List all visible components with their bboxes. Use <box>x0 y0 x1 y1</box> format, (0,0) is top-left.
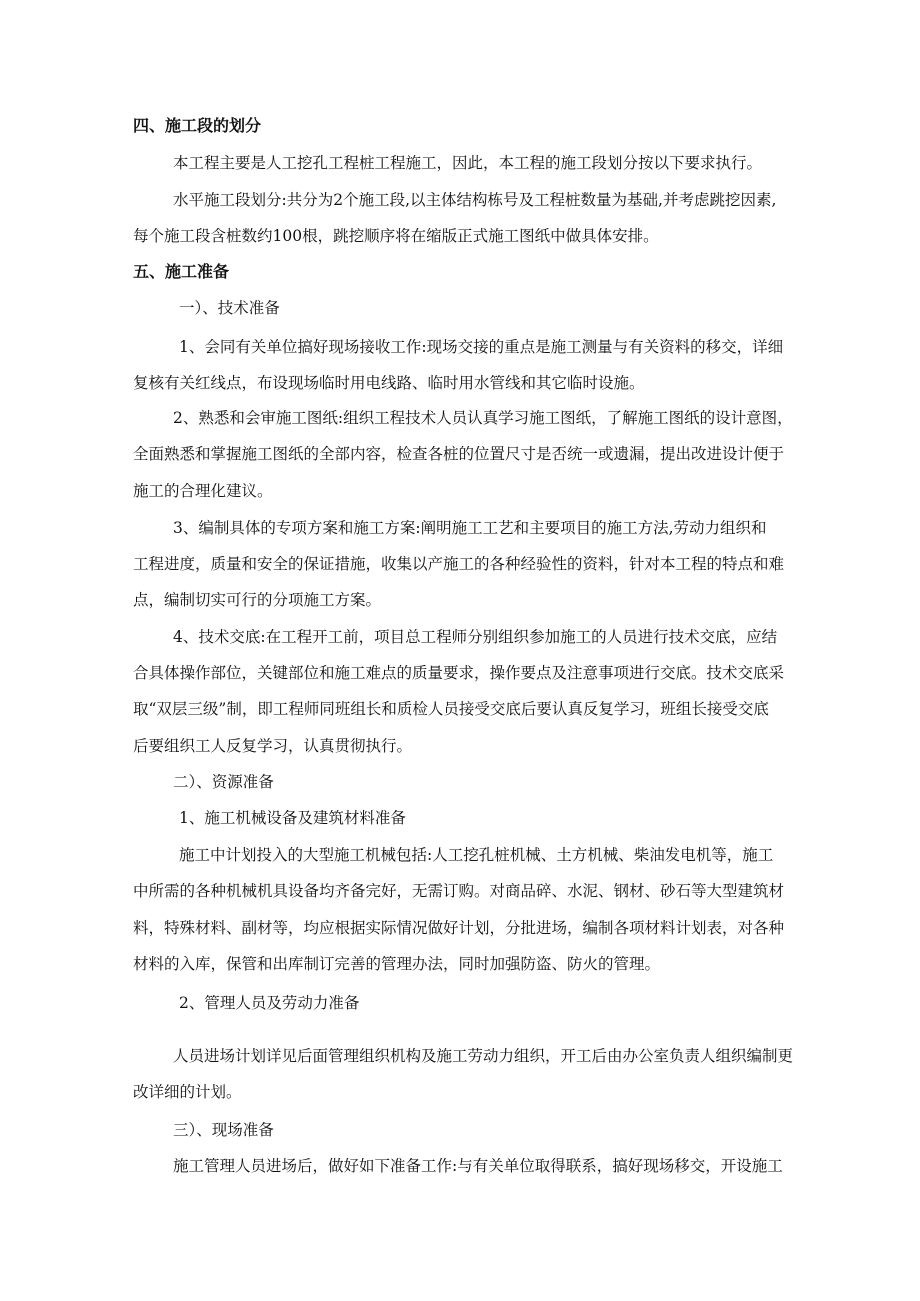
resource-item-1-line-1: 施工中计划投入的大型施工机械包括:人工挖孔桩机械、土方机械、柴油发电机等，施工 <box>179 846 774 864</box>
section-5-heading: 五、施工准备 <box>133 262 230 281</box>
section-4-paragraph-2-line-2: 每个施工段含桩数约100根，跳挖顺序将在缩版正式施工图纸中做具体安排。 <box>133 227 659 245</box>
technical-item-1-line-1: 1、会同有关单位搞好现场接收工作:现场交接的重点是施工测量与有关资料的移交，详细 <box>179 338 784 356</box>
technical-item-2-line-2: 全面熟悉和掌握施工图纸的全部内容，检查各桩的位置尺寸是否统一或遗漏，提出改进设计便于 <box>133 445 785 463</box>
technical-item-4-line-3: 取“双层三级”制，即工程师同班组长和质检人员接受交底后要认真反复学习，班组长接受交底 <box>133 700 769 718</box>
technical-item-2-line-1: 2、熟悉和会审施工图纸:组织工程技术人员认真学习施工图纸，了解施工图纸的设计意图， <box>173 409 793 427</box>
resource-item-1-line-2: 中所需的各种机械机具设备均齐备完好，无需订购。对商品碎、水泥、钢材、砂石等大型建筑材 <box>133 882 785 900</box>
section-4-paragraph-2-line-1: 水平施工段划分:共分为2个施工段,以主体结构栋号及工程桩数量为基础,并考虑跳挖因素, <box>173 191 777 209</box>
section-4-paragraph-1: 本工程主要是人工挖孔工程桩工程施工，因此，本工程的施工段划分按以下要求执行。 <box>173 154 763 172</box>
technical-item-1-line-2: 复核有关红线点，布设现场临时用电线路、临时用水管线和其它临时设施。 <box>133 374 645 392</box>
section-4-heading: 四、施工段的划分 <box>133 116 262 135</box>
resource-item-1-line-3: 料，特殊材料、副材等，均应根据实际情况做好计划，分批进场，编制各项材料计划表，对各种 <box>133 919 785 937</box>
resource-item-2-line-1: 人员进场计划详见后面管理组织机构及施工劳动力组织，开工后由办公室负责人组织编制更 <box>173 1047 794 1065</box>
technical-item-3-line-1: 3、编制具体的专项方案和施工方案:阐明施工工艺和主要项目的施工方法,劳动力组织和 <box>173 519 767 537</box>
resource-item-1-heading: 1、施工机械设备及建筑材料准备 <box>179 809 406 827</box>
technical-item-4-line-2: 合具体操作部位，关键部位和施工难点的质量要求，操作要点及注意事项进行交底。技术交底采 <box>133 664 785 682</box>
resource-item-1-line-4: 材料的入库，保管和出库制订完善的管理办法，同时加强防盗、防火的管理。 <box>133 955 661 973</box>
resource-item-2-line-2: 改详细的计划。 <box>133 1083 242 1101</box>
site-paragraph-line-1: 施工管理人员进场后，做好如下准备工作:与有关单位取得联系，搞好现场移交，开设施工 <box>173 1157 783 1175</box>
technical-item-3-line-3: 点，编制切实可行的分项施工方案。 <box>133 591 382 609</box>
subsection-technical-heading: 一）、技术准备 <box>179 299 280 317</box>
technical-item-2-line-3: 施工的合理化建议。 <box>133 482 273 500</box>
technical-item-4-line-1: 4、技术交底:在工程开工前，项目总工程师分别组织参加施工的人员进行技术交底，应结 <box>173 628 778 646</box>
technical-item-3-line-2: 工程进度，质量和安全的保证措施，收集以产施工的各种经验性的资料，针对本工程的特点和难 <box>133 555 785 573</box>
resource-item-2-heading: 2、管理人员及劳动力准备 <box>179 994 360 1012</box>
subsection-resource-heading: 二）、资源准备 <box>173 773 274 791</box>
technical-item-4-line-4: 后要组织工人反复学习，认真贯彻执行。 <box>133 737 413 755</box>
subsection-site-heading: 三）、现场准备 <box>173 1121 274 1139</box>
